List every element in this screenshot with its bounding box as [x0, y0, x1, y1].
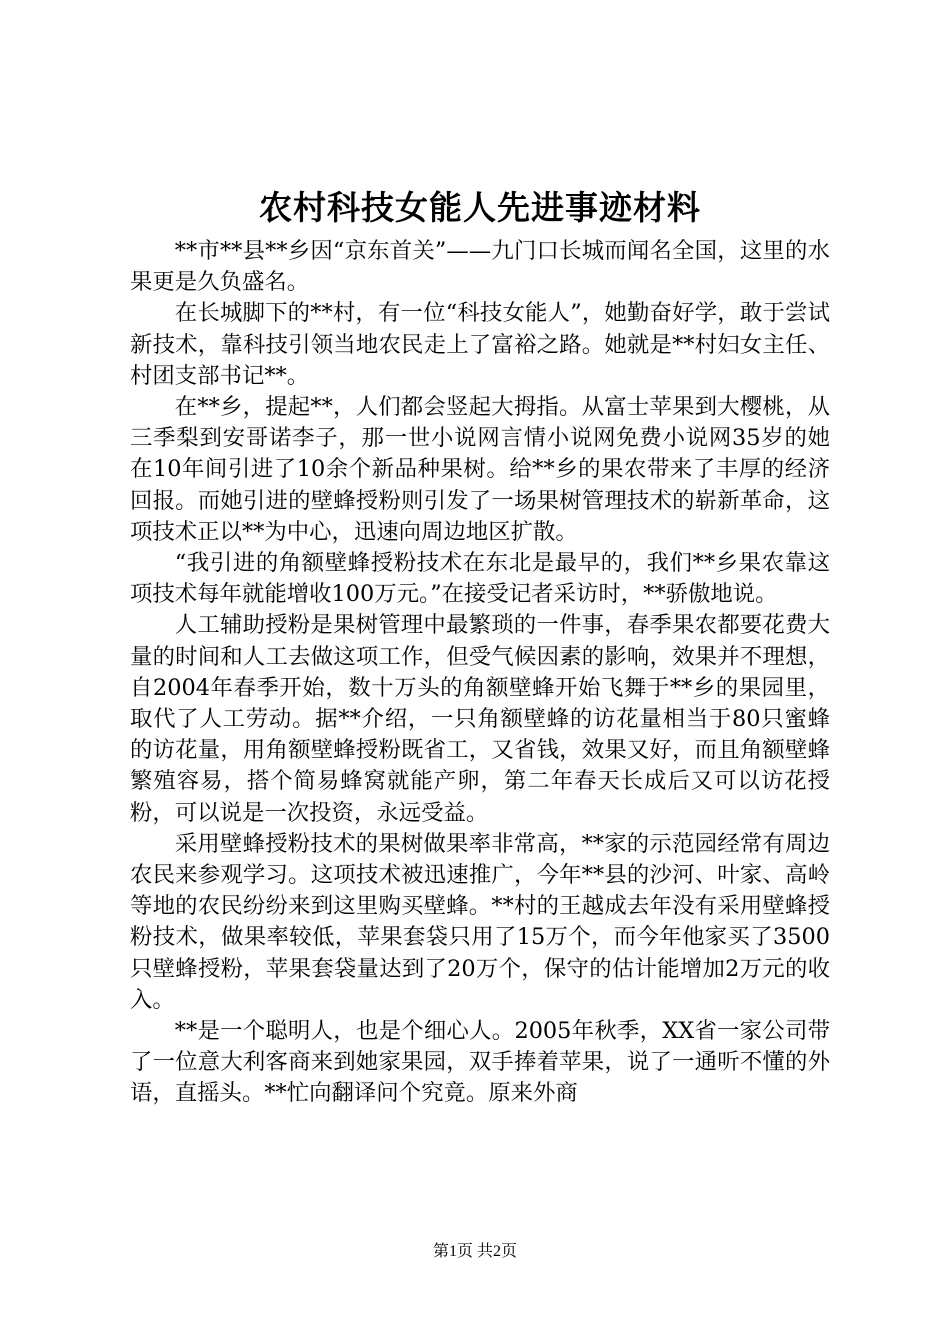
paragraph-1: **市**县**乡因“京东首关”——九门口长城而闻名全国，这里的水果更是久负盛名。 [130, 238, 830, 296]
document-body [130, 236, 830, 1110]
page-footer: 第1页 共2页 [432, 1243, 517, 1260]
paragraph-5: 人工辅助授粉是果树管理中最繁琐的一件事，春季果农都要花费大量的时间和人工去做这项工作，但受气候因素的影响，效果并不理想，自2004年春季开始，数十万头的角额壁蜂开始飞舞于**乡的果园里，取代了人工劳动。据**介绍，一只角额壁蜂的访花量相当于80只蜜蜂的访花量，用角额壁蜂授粉既省工，又省钱，效果又好，而且角额壁蜂繁殖容易，搭个简易蜂窝就能产卵，第二年春天长成后又可以访花授粉，可以说是一次投资，永远受益。 [130, 612, 830, 826]
paragraph-4: “我引进的角额壁蜂授粉技术在东北是最早的，我们**乡果农靠这项技术每年就能增收100万元。”在接受记者采访时，**骄傲地说。 [130, 550, 830, 608]
paragraph-2: 在长城脚下的**村，有一位“科技女能人”，她勤奋好学，敢于尝试新技术，靠科技引领当地农民走上了富裕之路。她就是**村妇女主任、村团支部书记**。 [130, 300, 830, 389]
document-title: 农村科技女能人先进事迹材料 [259, 188, 701, 227]
paragraph-6: 采用壁蜂授粉技术的果树做果率非常高，**家的示范园经常有周边农民来参观学习。这项技术被迅速推广，今年**县的沙河、叶家、高岭等地的农民纷纷来到这里购买壁蜂。**村的王越成去年没有采用壁蜂授粉技术，做果率较低，苹果套袋只用了15万个，而今年他家买了3500只壁蜂授粉，苹果套袋量达到了20万个，保守的估计能增加2万元的收入。 [130, 830, 830, 1013]
paragraph-3: 在**乡，提起**，人们都会竖起大拇指。从富士苹果到大樱桃，从三季梨到安哥诺李子，那一世小说网言情小说网免费小说网35岁的她在10年间引进了10余个新品种果树。给**乡的果农带来了丰厚的经济回报。而她引进的壁蜂授粉则引发了一场果树管理技术的崭新革命，这项技术正以**为中心，迅速向周边地区扩散。 [130, 394, 830, 545]
paragraph-7: **是一个聪明人，也是个细心人。2005年秋季，XX省一家公司带了一位意大利客商来到她家果园，双手捧着苹果，说了一通听不懂的外语，直摇头。**忙向翻译问个究竟。原来外商 [130, 1018, 830, 1107]
